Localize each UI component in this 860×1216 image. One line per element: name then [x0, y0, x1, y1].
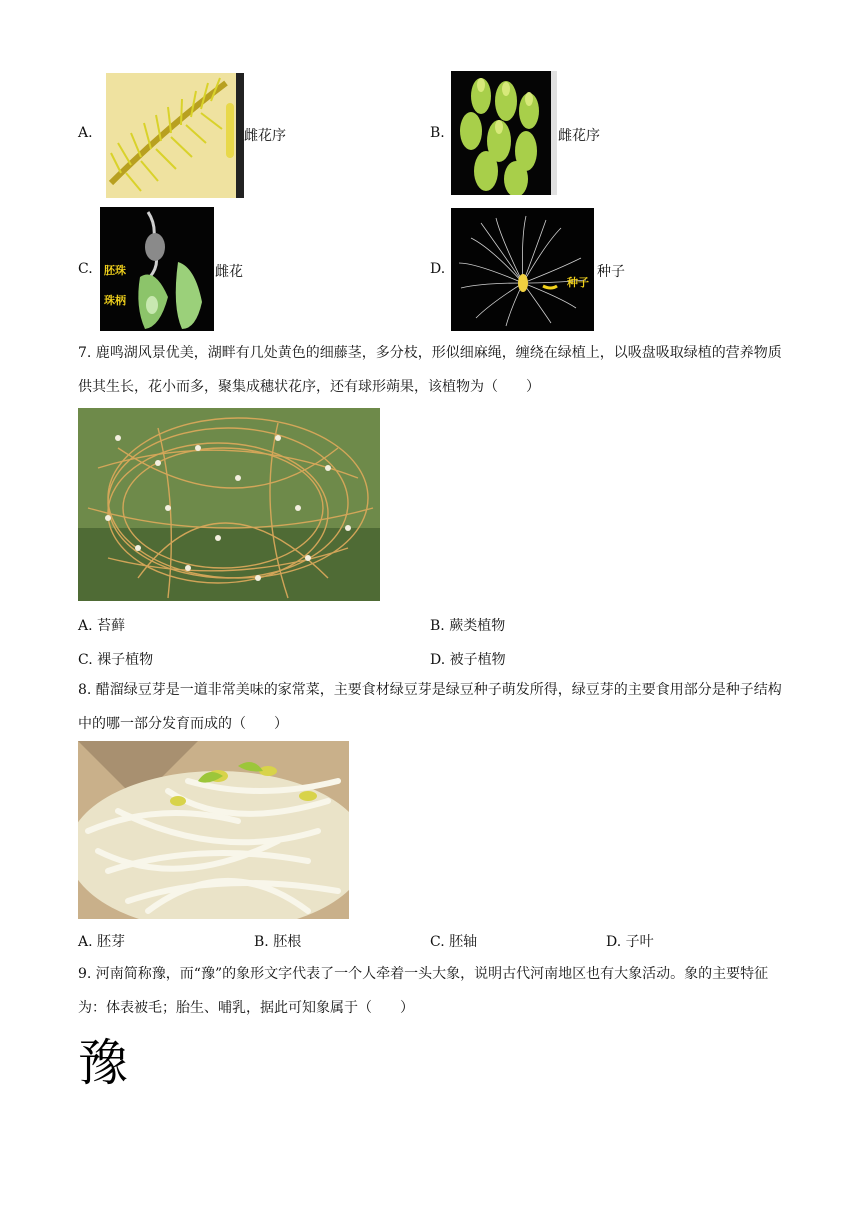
q7-option-c: C. 裸子植物 — [78, 652, 154, 668]
option-a-letter: A. — [78, 125, 93, 141]
seed-label: 种子 — [567, 276, 589, 289]
q7-option-b: B. 蕨类植物 — [430, 618, 506, 634]
yu-pictograph: 豫 — [78, 1034, 128, 1092]
q8-option-b: B. 胚根 — [254, 934, 302, 950]
option-c-caption: 雌花 — [215, 264, 243, 280]
q8-option-c: C. 胚轴 — [430, 934, 478, 950]
bean-sprouts-image — [78, 741, 349, 919]
q8-option-a: A. 胚芽 — [78, 934, 126, 950]
q8-option-d: D. 子叶 — [606, 934, 654, 950]
question-7-text: 7. 鹿鸣湖风景优美，湖畔有几处黄色的细藤茎，多分枝，形似细麻绳，缠绕在绿植上，以吸盘吸取绿植的营养物质供其生长，花小而多，聚集成穗状花序，还有球形蒴果，该植物为（ ） — [78, 345, 782, 395]
option-c-letter: C. — [78, 261, 93, 277]
dodder-image — [78, 408, 380, 601]
q7-option-a: A. 苔藓 — [78, 618, 126, 634]
q7-option-d: D. 被子植物 — [430, 652, 506, 668]
option-b-image — [451, 71, 557, 195]
option-b-caption: 雌花序 — [558, 128, 600, 144]
option-a-caption: 雌花序 — [244, 128, 286, 144]
question-8-text: 8. 醋溜绿豆芽是一道非常美味的家常菜，主要食材绿豆芽是绿豆种子萌发所得，绿豆芽的主要食用部分是种子结构中的哪一部分发育而成的（ ） — [78, 682, 782, 732]
ovule-label: 胚珠 — [104, 264, 126, 277]
option-b-letter: B. — [430, 125, 445, 141]
option-d-letter: D. — [430, 261, 446, 277]
option-d-caption: 种子 — [597, 264, 625, 280]
option-d-image — [451, 208, 594, 331]
question-9-text: 9. 河南简称豫，而“豫”的象形文字代表了一个人牵着一头大象，说明古代河南地区也有大象活动。象的主要特征为：体表被毛；胎生、哺乳，据此可知象属于（ ） — [78, 966, 769, 1016]
option-c-image — [100, 207, 214, 331]
funicle-label: 珠柄 — [104, 294, 126, 307]
option-a-image — [106, 73, 244, 198]
